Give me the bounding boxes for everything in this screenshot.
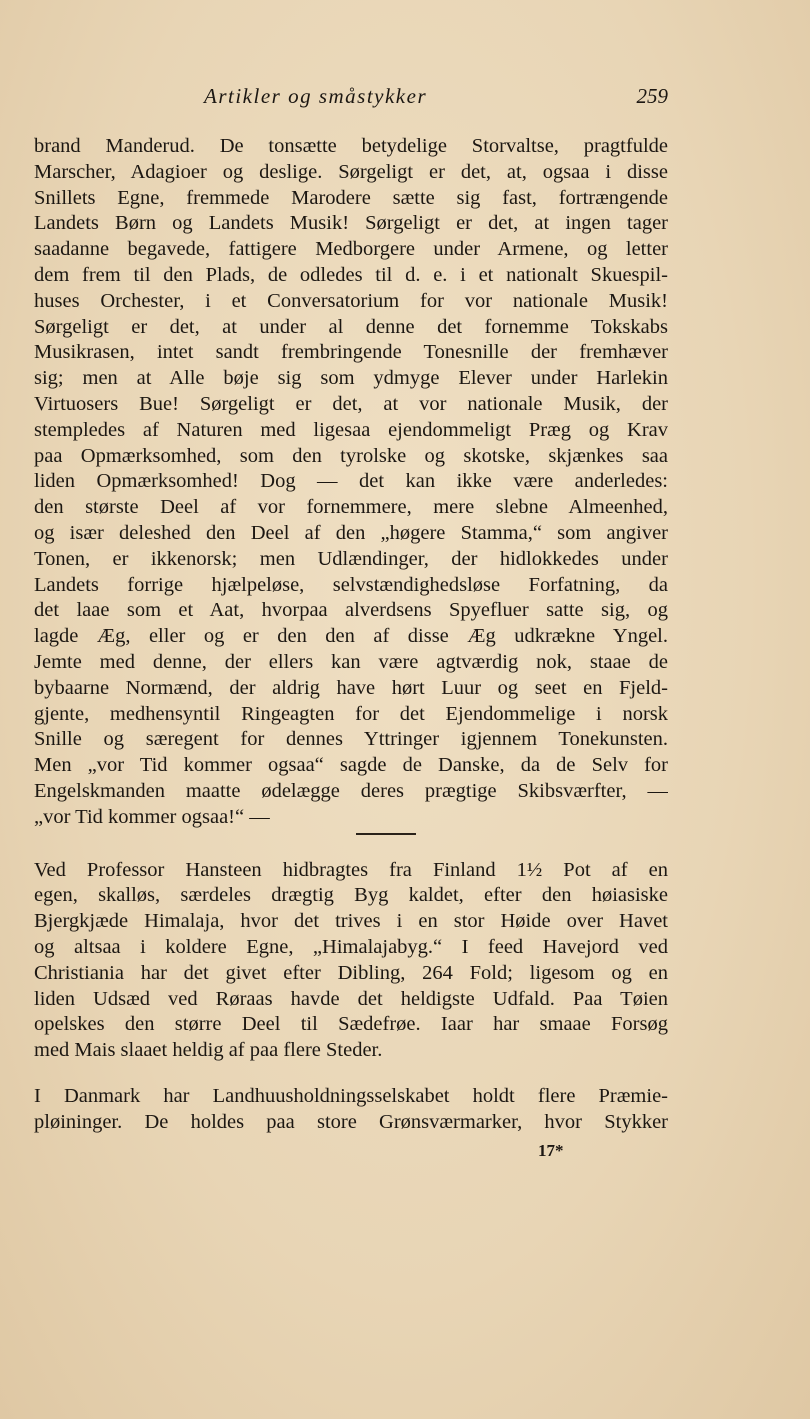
text-line: „vor Tid kommer ogsaa!“ — xyxy=(34,805,270,828)
running-title: Artikler og småstykker xyxy=(204,84,428,108)
text-line: lagde Æg, eller og er den den af disse Æg udkrækne Yngel. xyxy=(34,625,668,648)
text-line: bybaarne Normænd, der aldrig have hørt Luur og seet en Fjeld- xyxy=(34,676,668,699)
text-line: saadanne begavede, fattigere Medborgere under Armene, og letter xyxy=(34,238,668,261)
text-line: liden Udsæd ved Røraas havde det heldigste Udfald. Paa Tøien xyxy=(34,987,668,1010)
text-line: huses Orchester, i et Conversatorium for vor nationale Musik! xyxy=(34,289,668,312)
body-text xyxy=(34,134,668,1135)
text-line: Snille og særegent for dennes Yttringer igjennem Tonekunsten. xyxy=(34,728,668,751)
text-line: paa Opmærksomhed, som den tyrolske og skotske, skjænkes saa xyxy=(34,444,668,467)
paragraph-2 xyxy=(34,858,668,1064)
text-line: Sørgeligt er det, at under al denne det fornemme Tokskabs xyxy=(34,315,668,338)
text-line: sig; men at Alle bøje sig som ydmyge Elever under Harlekin xyxy=(34,367,668,390)
spacer xyxy=(34,1064,668,1084)
signature-mark: 17* xyxy=(538,1141,564,1160)
text-line: I Danmark har Landhuusholdningsselskabet holdt flere Præmie- xyxy=(34,1084,668,1107)
text-line: Landets forrige hjælpeløse, selvstændighedsløse Forfatning, da xyxy=(34,573,668,596)
text-line: dem frem til den Plads, de odledes til d. e. i et nationalt Skuespil- xyxy=(34,263,668,286)
spacer xyxy=(34,835,668,858)
text-line: det laae som et Aat, hvorpaa alverdsens Spyefluer satte sig, og xyxy=(34,599,668,622)
text-line: Tonen, er ikkenorsk; men Udlændinger, der hidlokkedes under xyxy=(34,547,668,570)
paragraph-1 xyxy=(34,134,668,831)
text-line: Virtuosers Bue! Sørgeligt er det, at vor nationale Musik, der xyxy=(34,392,668,415)
text-line: Musikrasen, intet sandt frembringende Tonesnille der fremhæver xyxy=(34,341,668,364)
text-line: gjente, medhensyntil Ringeagten for det Ejendommelige i norsk xyxy=(34,702,668,725)
text-line: egen, skalløs, særdeles drægtig Byg kaldet, efter den høiasiske xyxy=(34,884,668,907)
text-line: Snillets Egne, fremmede Marodere sætte sig fast, fortrængende xyxy=(34,186,668,209)
text-line: Engelskmanden maatte ødelægge deres prægtige Skibsværfter, — xyxy=(34,779,668,802)
text-line: Marscher, Adagioer og deslige. Sørgeligt er det, at, ogsaa i disse xyxy=(34,160,668,183)
text-line: og altsaa i koldere Egne, „Himalajabyg.“ I feed Havejord ved xyxy=(34,935,668,958)
text-line: opelskes den større Deel til Sædefrøe. Iaar har smaae Forsøg xyxy=(34,1013,668,1036)
text-line: Christiania har det givet efter Dibling, 264 Fold; ligesom og en xyxy=(34,961,668,984)
page-header xyxy=(34,84,668,114)
text-line: liden Opmærksomhed! Dog — det kan ikke være anderledes: xyxy=(34,470,668,493)
text-line: og især deleshed den Deel af den „høgere Stamma,“ som angiver xyxy=(34,521,668,544)
text-line: pløininger. De holdes paa store Grønsværmarker, hvor Stykker xyxy=(34,1110,668,1133)
text-line: stempledes af Naturen med ligesaa ejendommeligt Præg og Krav xyxy=(34,418,668,441)
text-line: med Mais slaaet heldig af paa flere Steder. xyxy=(34,1039,383,1062)
text-line: brand Manderud. De tonsætte betydelige Storvaltse, pragtfulde xyxy=(34,135,668,157)
text-line: Men „vor Tid kommer ogsaa“ sagde de Danske, da de Selv for xyxy=(34,754,668,777)
text-line: Landets Børn og Landets Musik! Sørgeligt er det, at ingen tager xyxy=(34,212,668,235)
text-line: Bjergkjæde Himalaja, hvor det trives i en stor Høide over Havet xyxy=(34,910,668,933)
page-number: 259 xyxy=(636,84,668,108)
paragraph-3 xyxy=(34,1084,668,1136)
text-line: Jemte med denne, der ellers kan være agtværdig nok, staae de xyxy=(34,650,668,673)
text-line: den største Deel af vor fornemmere, mere slebne Almeenhed, xyxy=(34,496,668,519)
text-line: Ved Professor Hansteen hidbragtes fra Finland 1½ Pot af en xyxy=(34,858,668,881)
